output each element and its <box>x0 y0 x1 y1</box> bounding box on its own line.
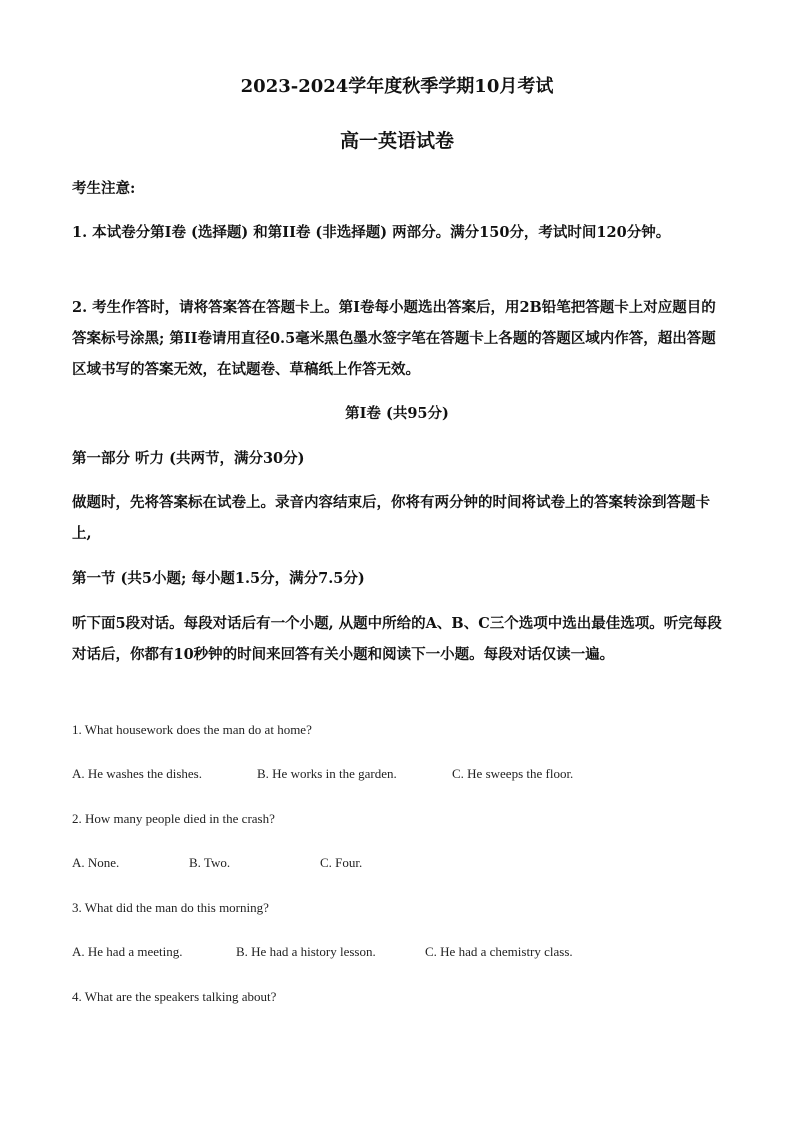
notice-item-2: 2. 考生作答时，请将答案答在答题卡上。第I卷每小题选出答案后，用2B铅笔把答题卡上对应题目的答案标号涂黑; 第II卷请用直径0.5毫米黑色墨水签字笔在答题卡上各题的答题区域内作答，超出答题区域书写的答案无效，在试题卷、草稿纸上作答无效。 <box>72 299 716 378</box>
question-option-b: B. He had a history lesson. <box>236 944 376 959</box>
question-option-c: C. He sweeps the floor. <box>452 766 574 781</box>
question-stem: 1. What housework does the man do at home? <box>72 722 312 737</box>
question-option-b: B. He works in the garden. <box>257 766 397 781</box>
question-option-c: C. He had a chemistry class. <box>425 944 573 959</box>
question-option-a: A. He washes the dishes. <box>72 766 202 781</box>
notice-heading: 考生注意: <box>72 180 136 197</box>
question-option-b: B. Two. <box>189 855 231 870</box>
subsection-title: 第一节 (共5小题; 每小题1.5分，满分7.5分) <box>72 570 365 587</box>
question-stem: 2. How many people died in the crash? <box>72 811 275 826</box>
notice-item-1: 1. 本试卷分第I卷 (选择题) 和第II卷 (非选择题) 两部分。满分150分，考试时间120分钟。 <box>72 224 671 241</box>
exam-title: 2023-2024学年度秋季学期10月考试 <box>240 76 554 97</box>
question-stem: 4. What are the speakers talking about? <box>72 989 277 1004</box>
part-instruction: 做题时，先将答案标在试卷上。录音内容结束后，你将有两分钟的时间将试卷上的答案转涂到答题卡上, <box>72 494 710 542</box>
volume-title: 第I卷 (共95分) <box>345 405 449 422</box>
question-option-a: A. He had a meeting. <box>72 944 183 959</box>
part-title: 第一部分 听力 (共两节，满分30分) <box>72 450 305 467</box>
question-stem: 3. What did the man do this morning? <box>72 900 269 915</box>
subsection-instruction: 听下面5段对话。每段对话后有一个小题, 从题中所给的A、B、C三个选项中选出最佳选项。听完每段对话后，你都有10秒钟的时间来回答有关小题和阅读下一小题。每段对话仅读一遍。 <box>72 615 722 663</box>
question-option-a: A. None. <box>72 855 120 870</box>
exam-subtitle: 高一英语试卷 <box>339 130 454 152</box>
question-option-c: C. Four. <box>320 855 363 870</box>
